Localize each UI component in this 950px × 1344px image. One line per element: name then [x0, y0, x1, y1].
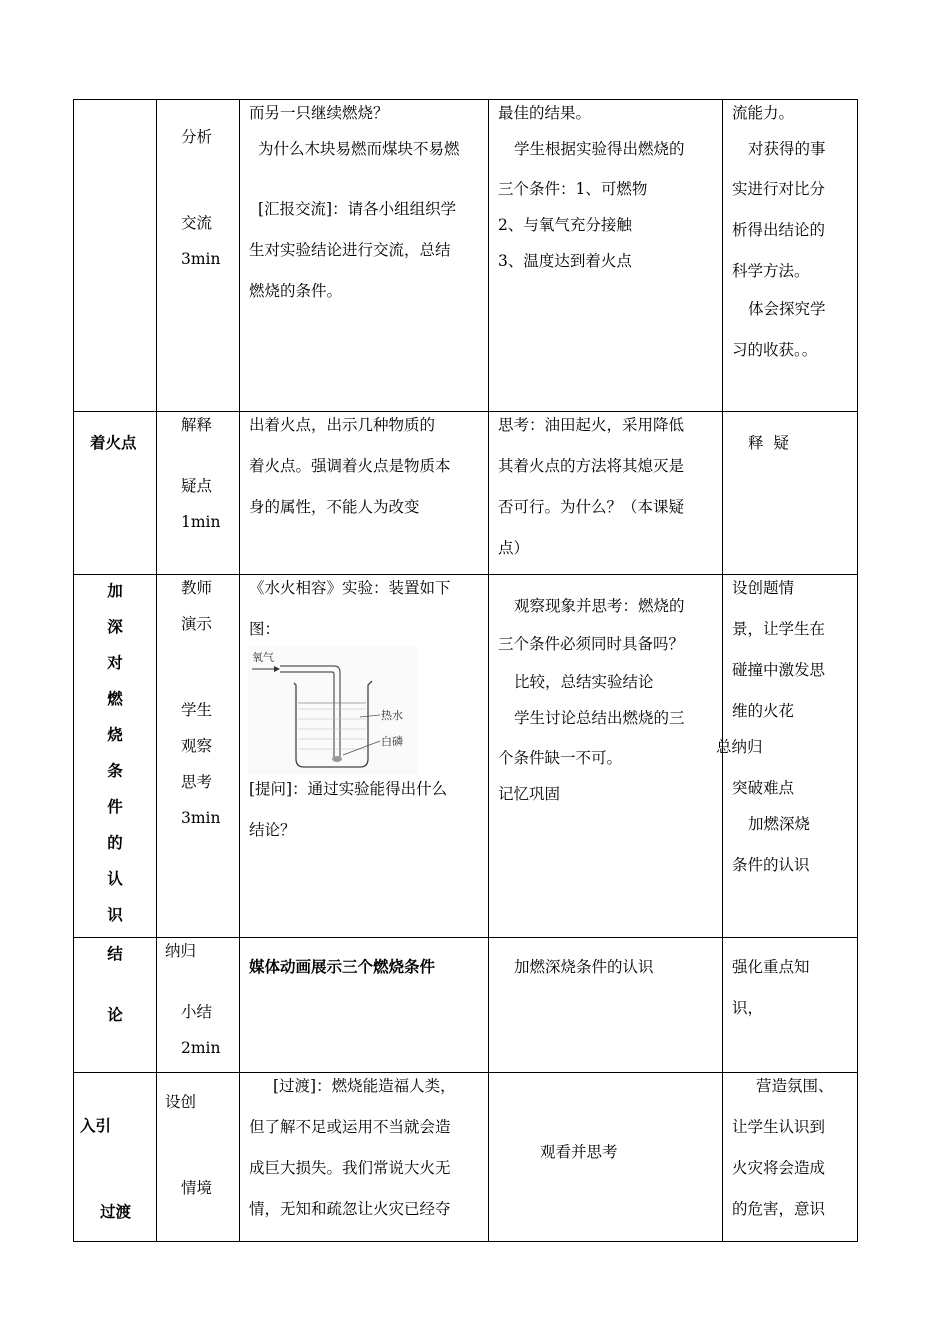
beaker-diagram [248, 647, 418, 775]
student-cell [489, 938, 723, 1073]
stage-char: 论 [107, 1006, 123, 1024]
teacher-text: 燃烧的条件。 [249, 282, 343, 300]
student-text: 学生讨论总结出燃烧的三 [514, 709, 685, 727]
student-text: 三个条件必须同时具备吗？ [498, 635, 685, 653]
intent-cell [723, 938, 858, 1073]
stage-char: 加 [107, 582, 123, 600]
intent-text: 科学方法。 [732, 262, 810, 280]
intent-text: 加燃深烧 [748, 815, 811, 833]
stage-char: 结 [107, 945, 123, 963]
diagram-label-white-phosphorus: 白磷 [381, 735, 403, 748]
activity-cell [157, 412, 240, 575]
intent-text: 碰撞中激发思 [732, 661, 826, 679]
student-cell [489, 1073, 723, 1242]
activity-text: 3min [181, 250, 221, 268]
lesson-plan-table [73, 99, 858, 1242]
teacher-text: [汇报交流]：请各小组组织学 [258, 200, 457, 218]
intent-text: 释 疑 [748, 434, 789, 452]
student-text: 观察现象并思考：燃烧的 [514, 597, 685, 615]
intent-text: 的危害，意识 [732, 1200, 826, 1218]
teacher-text: 图： [249, 620, 281, 638]
teacher-cell [240, 100, 489, 412]
student-text: 加燃深烧条件的认识 [514, 958, 654, 976]
intent-text: 体会探究学 [748, 300, 826, 318]
teacher-text: 《水火相容》实验：装置如下 [249, 579, 451, 597]
teacher-text: 生对实验结论进行交流，总结 [249, 241, 451, 259]
activity-cell [157, 1073, 240, 1242]
student-text: 点） [498, 539, 530, 557]
table-row [74, 412, 858, 575]
student-cell [489, 412, 723, 575]
diagram-label-oxygen: 氧气 [252, 651, 274, 664]
intent-text: 对获得的事 [748, 140, 826, 158]
activity-text: 3min [181, 809, 221, 827]
stage-char: 条 [107, 762, 123, 780]
stage-char: 深 [107, 618, 123, 636]
intent-text: 景，让学生在 [732, 620, 826, 638]
activity-text: 观察 [181, 737, 213, 755]
teacher-cell [240, 412, 489, 575]
activity-text: 疑点 [181, 477, 213, 495]
activity-text: 思考 [181, 773, 213, 791]
activity-cell [157, 938, 240, 1073]
teacher-cell [240, 575, 489, 938]
student-text: 个条件缺一不可。 [498, 749, 623, 767]
stage-char: 烧 [107, 726, 123, 744]
stage-char: 识 [107, 906, 123, 924]
intent-cell [723, 1073, 858, 1242]
activity-text: 教师 [181, 579, 213, 597]
activity-text: 解释 [181, 416, 213, 434]
intent-text: 流能力。 [732, 104, 795, 122]
stage-cell [74, 938, 157, 1073]
teacher-text: 媒体动画展示三个燃烧条件 [249, 958, 436, 976]
stage-char: 的 [107, 834, 123, 852]
teacher-text: 但了解不足或运用不当就会造 [249, 1118, 451, 1136]
intent-text: 识， [732, 999, 764, 1017]
table-row [74, 1073, 858, 1242]
activity-text: 演示 [181, 615, 213, 633]
student-text: 其着火点的方法将其熄灭是 [498, 457, 685, 475]
student-text: 否可行。为什么？（本课疑 [498, 498, 685, 516]
stage-char: 件 [107, 798, 123, 816]
student-text: 2、与氧气充分接触 [498, 216, 632, 234]
intent-text: 让学生认识到 [732, 1118, 826, 1136]
activity-text: 2min [181, 1039, 221, 1057]
intent-text: 突破难点 [732, 779, 795, 797]
intent-text: 维的火花 [732, 702, 795, 720]
teacher-text: 结论？ [249, 821, 296, 839]
student-cell [489, 100, 723, 412]
stage-char: 入引 [80, 1117, 112, 1135]
intent-text: 习的收获。。 [732, 341, 818, 359]
teacher-text: 情，无知和疏忽让火灾已经夺 [249, 1200, 451, 1218]
activity-cell [157, 100, 240, 412]
teacher-text: [提问]：通过实验能得出什么 [249, 780, 448, 798]
activity-text: 分析 [181, 128, 213, 146]
teacher-cell [240, 1073, 489, 1242]
student-cell [489, 575, 723, 938]
student-text: 最佳的结果。 [498, 104, 592, 122]
teacher-text: 为什么木块易燃而煤块不易燃 [258, 140, 460, 158]
intent-cell [723, 100, 858, 412]
intent-text: 设创题情 [732, 579, 795, 597]
table-row [74, 938, 858, 1073]
intent-text: 总纳归 [716, 738, 763, 756]
teacher-text: 成巨大损失。我们常说大火无 [249, 1159, 451, 1177]
table-row [74, 575, 858, 938]
stage-label: 着火点 [90, 434, 137, 452]
activity-text: 1min [181, 513, 221, 531]
phosphorus-icon [332, 756, 342, 762]
table-row [74, 100, 858, 412]
intent-text: 实进行对比分 [732, 180, 826, 198]
stage-cell [74, 100, 157, 412]
teacher-text: 出着火点，出示几种物质的 [249, 416, 436, 434]
activity-text: 情境 [181, 1179, 213, 1197]
teacher-cell [240, 938, 489, 1073]
student-text: 思考：油田起火，采用降低 [498, 416, 685, 434]
activity-text: 设创 [165, 1093, 197, 1111]
student-text: 记忆巩固 [498, 785, 561, 803]
intent-text: 强化重点知 [732, 958, 810, 976]
activity-cell [157, 575, 240, 938]
stage-cell [74, 412, 157, 575]
activity-text: 交流 [181, 214, 213, 232]
intent-cell [716, 575, 858, 938]
student-text: 3、温度达到着火点 [498, 252, 632, 270]
stage-cell [74, 1073, 157, 1242]
activity-text: 学生 [181, 701, 213, 719]
stage-cell [74, 575, 157, 938]
activity-text: 小结 [181, 1003, 213, 1021]
intent-text: 营造氛围、 [756, 1077, 834, 1095]
teacher-text: 着火点。强调着火点是物质本 [249, 457, 451, 475]
intent-text: 火灾将会造成 [732, 1159, 826, 1177]
student-text: 学生根据实验得出燃烧的 [514, 140, 685, 158]
stage-char: 认 [107, 870, 123, 888]
intent-text: 条件的认识 [732, 856, 810, 874]
stage-char: 对 [107, 654, 123, 672]
student-text: 比较，总结实验结论 [514, 673, 654, 691]
intent-text: 析得出结论的 [732, 221, 826, 239]
student-text: 三个条件：1、可燃物 [498, 180, 648, 198]
activity-text: 纳归 [165, 942, 197, 960]
intent-cell [723, 412, 858, 575]
teacher-text: [过渡]：燃烧能造福人类， [273, 1077, 456, 1095]
teacher-text: 而另一只继续燃烧？ [249, 104, 389, 122]
stage-char: 燃 [107, 690, 123, 708]
stage-char: 过渡 [100, 1203, 132, 1221]
student-text: 观看并思考 [540, 1143, 618, 1161]
teacher-text: 身的属性，不能人为改变 [249, 498, 420, 516]
diagram-label-hot-water: 热水 [381, 709, 403, 722]
